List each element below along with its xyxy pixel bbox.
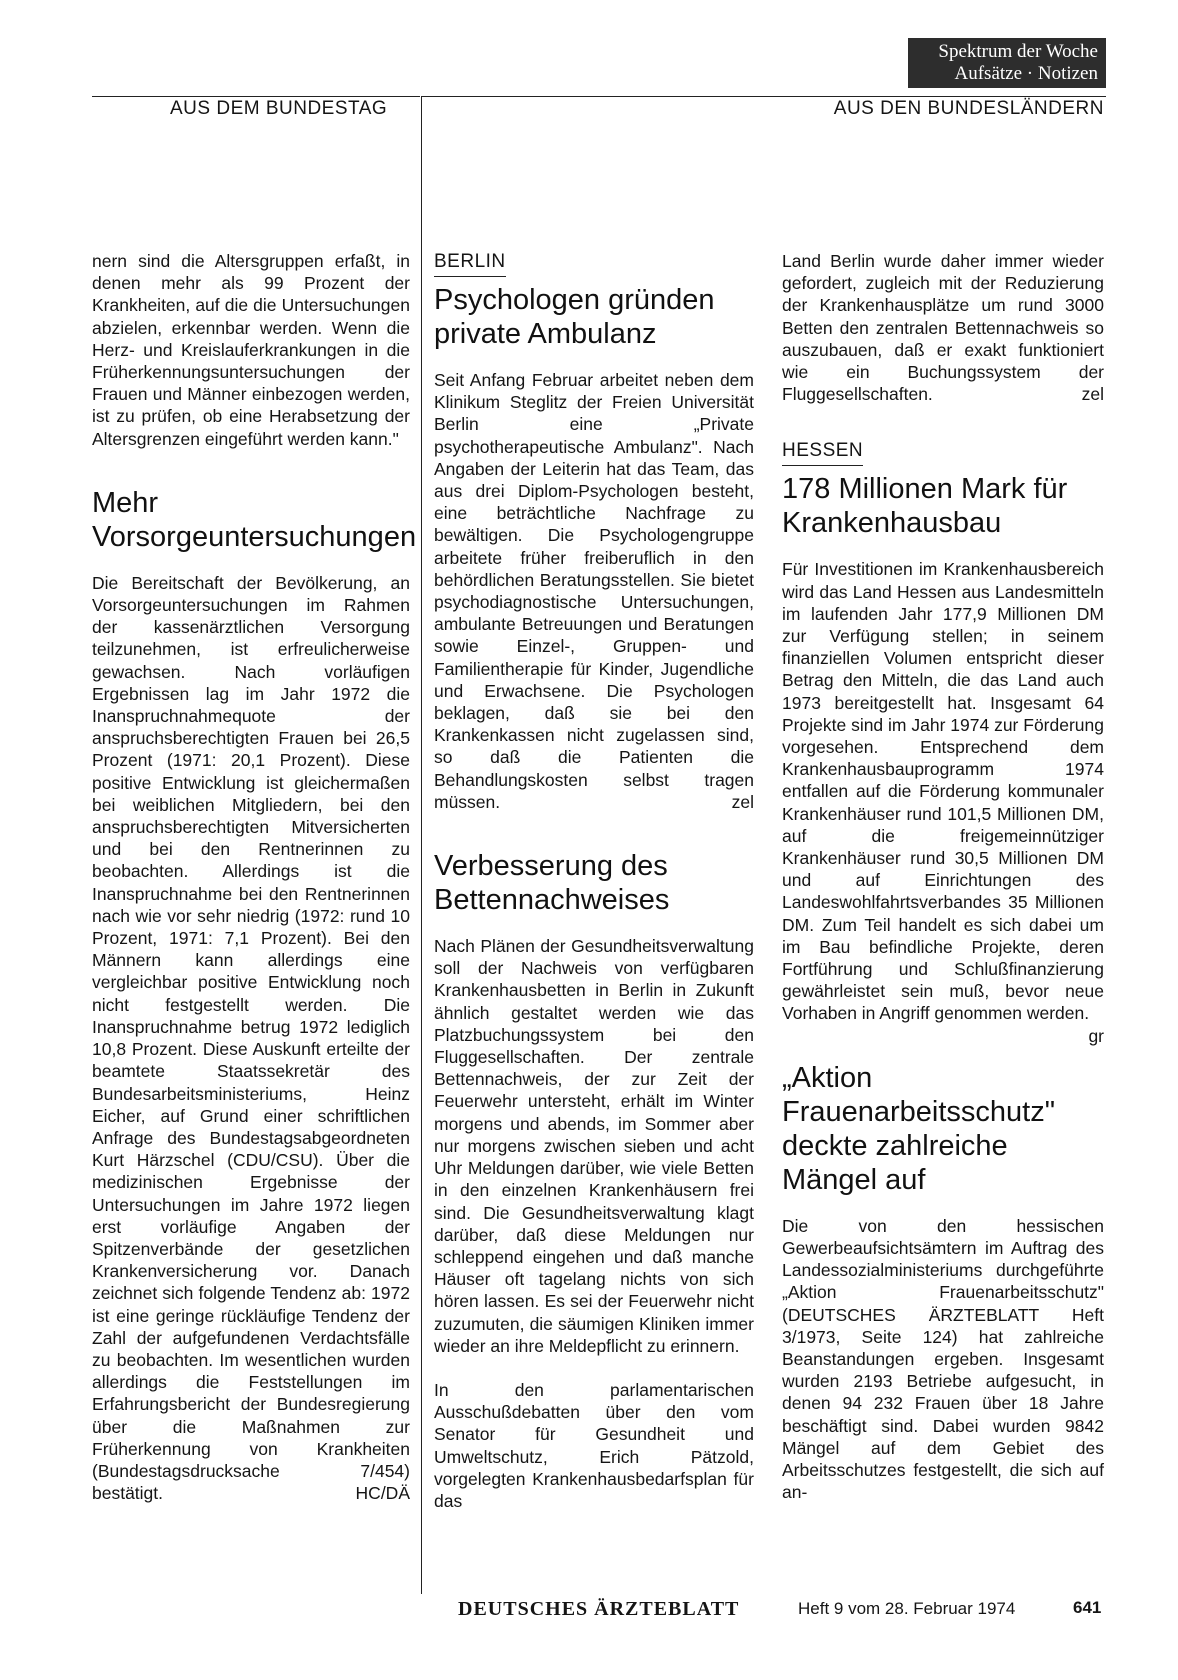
author-signature: HC/DÄ	[355, 1483, 410, 1504]
section-box	[908, 38, 1106, 88]
col2-body-paragraph	[434, 369, 754, 813]
magazine-name: DEUTSCHES ÄRZTEBLATT	[458, 1598, 740, 1620]
page-number: 641	[1073, 1598, 1102, 1617]
kicker-hessen: HESSEN	[782, 439, 863, 466]
col2-body2-paragraph: Nach Plänen der Gesundheitsverwaltung soll der Nachweis von verfügbaren Krankenhausbetten in Berlin in Zukunft ähnlich gestaltet werden wie das Platzbuchungssystem bei den Fluggesellschaften. Der zentrale Bettennachweis, der zur Zeit der Feuerwehr untersteht, erhält im Winter morgens und abends, im Sommer aber nur morgens zwischen sieben und acht Uhr Meldungen darüber, wie viele Betten in den einzelnen Krankenhäusern frei sind. Die Gesundheitsverwaltung klagt darüber, daß diese Meldungen nur schleppend eingehen und daß manche Häuser oft tagelang nichts von sich hören lassen. Es sei der Feuerwehr nicht zuzumuten, die säumigen Kliniken immer wieder an ihre Meldepflicht zu erinnern.	[434, 936, 754, 1356]
section-box-line2: Aufsätze · Notizen	[954, 63, 1098, 84]
col1-body-paragraph	[92, 572, 410, 1505]
column-2	[434, 250, 754, 1512]
top-rule-right	[422, 96, 1106, 97]
headline-krankenhausbau: 178 Millionen Mark für Krankenhausbau	[782, 473, 1068, 540]
issue-info: Heft 9 vom 28. Februar 1974	[798, 1599, 1016, 1618]
col3-body-paragraph	[782, 558, 1104, 1046]
col1-body-text: Die Bereitschaft der Bevölkerung, an Vorsorgeuntersuchungen im Rahmen der kassenärztlichen Versorgung teilzunehmen, ist erfreulicherweise gewachsen. Nach vorläufigen Ergebnissen lag im Jahr 1972 die Inanspruchnahmequote der anspruchsberechtigten Frauen bei 26,5 Prozent (1971: 20,1 Prozent). Diese positive Entwicklung ist gleichermaßen bei weiblichen Mitgliedern, bei den anspruchsberechtigten Mitversicherten und bei den Rentnerinnen zu beobachten. Allerdings ist die Inanspruchnahme bei den Rentnerinnen nach wie vor sehr niedrig (1972: rund 10 Prozent, 1971: 7,1 Prozent). Bei den Männern kann allerdings eine vergleichbar positive Entwicklung noch nicht festgestellt werden. Die Inanspruchnahme betrug 1972 lediglich 10,8 Prozent. Diese Auskunft erteilte der beamtete Staatssekretär des Bundesarbeitsministeriums, Heinz Eicher, auf Grund einer schriftlichen Anfrage des Bundestagsabgeordneten Kurt Härzschel (CDU/CSU). Über die medizinischen Ergebnisse der Untersuchungen im Jahre 1972 liegen erst vorläufige Angaben der Spitzenverbände der gesetzlichen Krankenversicherung vor. Danach zeichnet sich folgende Tendenz ab: 1972 ist eine geringe rückläufige Tendenz der Zahl der aufgefundenen Verdachtsfälle zu beobachten. Im wesentlichen wurden allerdings die Feststellungen im Erfahrungsbericht der Bundesregierung über die Maßnahmen zur Früherkennung von Krankheiten (Bundestagsdrucksache 7/454) bestätigt.	[92, 572, 410, 1504]
col3-body-text: Für Investitionen im Krankenhausbereich wird das Land Hessen aus Landesmitteln im laufenden Jahr 177,9 Millionen DM zur Verfügung stellen; in seinem finanziellen Volumen entspricht dieser Betrag den Mitteln, die das Land auch 1973 bereitgestellt hat. Insgesamt 64 Projekte sind im Jahr 1974 zur Förderung vorgesehen. Entsprechend dem Krankenhausbauprogramm 1974 entfallen auf die Förderung kommunaler Krankenhäuser rund 101,5 Millionen DM, auf die freigemeinnütziger Krankenhäuser rund 30,5 Millionen DM und auf Einrichtungen des Landeswohlfahrtsverbandes 35 Millionen DM. Zum Teil handelt es sich dabei um im Bau befindliche Projekte, deren Fortführung und Schlußfinanzierung gewährleistet sein muß, bevor neue Vorhaben in Angriff genommen werden.	[782, 559, 1104, 1024]
headline-frauenarbeitsschutz: „Aktion Frauenarbeitsschutz" deckte zahlreiche Mängel auf	[782, 1061, 1056, 1196]
col1-intro-text: nern sind die Altersgruppen erfaßt, in denen mehr als 99 Prozent der Krankheiten, auf die die Untersuchungen abzielen, erkennbar werden. Wenn die Herz- und Kreislauferkrankungen in die Früherkennungsuntersuchungen der Frauen und Männer einbezogen werden, ist zu prüfen, ob eine Herabsetzung der Altersgrenzen eingeführt werden kann."	[92, 251, 410, 449]
col2-body-text: Seit Anfang Februar arbeitet neben dem Klinikum Steglitz der Freien Universität Berlin eine „Private psychotherapeutische Ambulanz". Nach Angaben der Leiterin hat das Team, das aus drei Diplom-Psychologen besteht, eine beträchtliche Nachfrage zu bewältigen. Die Psychologengruppe arbeitete früher freiberuflich in den behördlichen Beratungsstellen. Sie bietet psychodiagnostische Untersuchungen, ambulante Betreuungen und Beratungen sowie Einzel-, Gruppen- und Familientherapie für Kinder, Jugendliche und Erwachsene. Die Psychologen beklagen, daß sie bei den Krankenkassen nicht zugelassen sind, so daß die Patienten die Behandlungskosten selbst tragen müssen.	[434, 370, 754, 812]
section-box-line1: Spektrum der Woche	[938, 41, 1098, 62]
headline-bettennachweis: Verbesserung des Bettennachweises	[434, 850, 670, 917]
headline-psychologen: Psychologen gründen private Ambulanz	[434, 284, 715, 350]
col3-body2-paragraph: Die von den hessischen Gewerbeaufsichtsämtern im Auftrag des Landessozialministeriums durchgeführte „Aktion Frauenarbeitsschutz" (DEUTSCHES ÄRZTEBLATT Heft 3/1973, Seite 124) hat zahlreiche Beanstandungen ergeben. Insgesamt wurden 2193 Betriebe aufgesucht, in denen 94 232 Frauen über 18 Jahre beschäftigt sind. Dabei wurden 9842 Mängel auf dem Gebiet des Arbeitsschutzes festgestellt, die sich auf an-	[782, 1215, 1104, 1503]
top-rule-left	[92, 96, 420, 97]
author-signature: gr	[1088, 1025, 1104, 1046]
column-3	[782, 250, 1104, 1503]
section-label-bundestag: AUS DEM BUNDESTAG	[170, 98, 388, 119]
column-1	[92, 250, 417, 1504]
kicker-berlin: BERLIN	[434, 250, 506, 277]
author-signature: zel	[1081, 384, 1104, 405]
author-signature: zel	[731, 791, 754, 812]
col1-intro-paragraph	[92, 250, 410, 450]
col3-intro-text: Land Berlin wurde daher immer wieder gefordert, zugleich mit der Reduzierung der Krankenhausplätze um rund 3000 Betten den zentralen Bettennachweis so auszubauen, daß er exakt funktioniert wie ein Buchungssystem der Fluggesellschaften.	[782, 251, 1104, 405]
page-footer	[0, 1598, 1178, 1628]
headline-vorsorge: Mehr Vorsorgeuntersuchungen	[92, 486, 417, 553]
column-divider	[421, 96, 422, 1594]
col2-body3-paragraph: In den parlamentarischen Ausschußdebatten über den vom Senator für Gesundheit und Umweltschutz, Erich Pätzold, vorgelegten Krankenhausbedarfsplan für das	[434, 1379, 754, 1511]
section-label-bundeslaender: AUS DEN BUNDESLÄNDERN	[833, 98, 1104, 119]
col3-intro-paragraph	[782, 250, 1104, 405]
